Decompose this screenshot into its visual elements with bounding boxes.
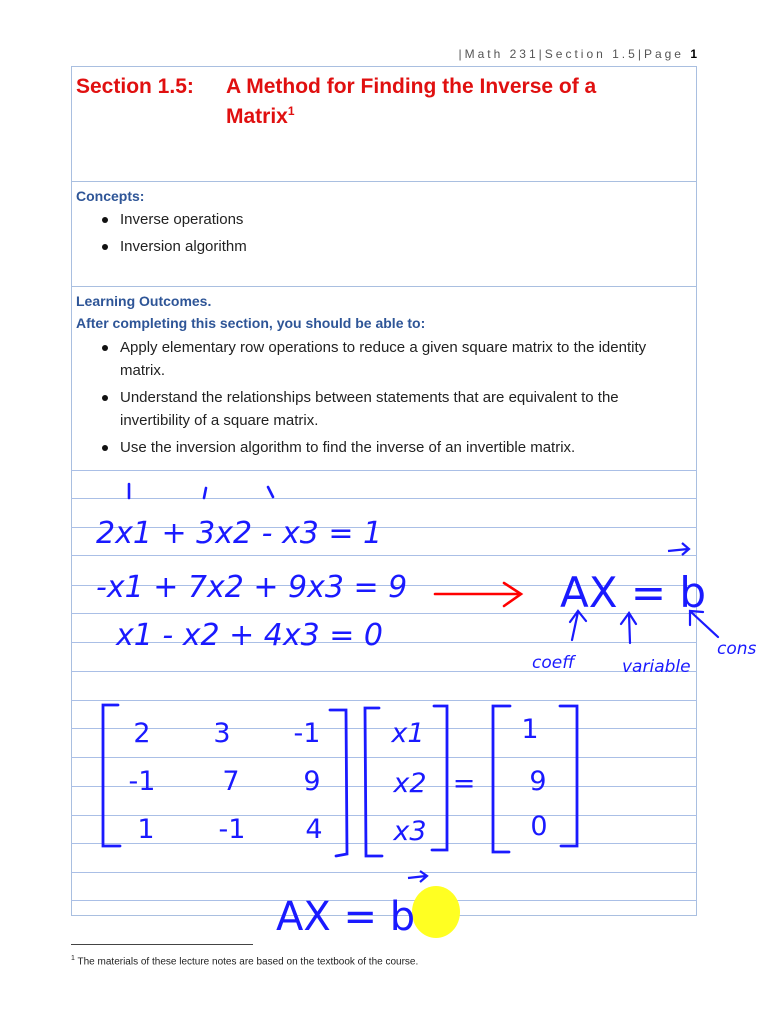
concept-item: Inverse operations: [100, 208, 670, 231]
red-arrow-icon: [435, 583, 521, 606]
final-equation: AX = b: [276, 894, 416, 940]
vector-form-equation: AX = b: [560, 568, 707, 617]
handwritten-equation-1: 2x1 + 3x2 - x3 = 1: [96, 516, 383, 551]
outcome-item: Use the inversion algorithm to find the inverse of an invertible matrix.: [100, 436, 675, 459]
matrix-a-left-bracket: [103, 705, 120, 846]
matrix-a-entry: 1: [137, 814, 155, 845]
vector-arrow-icon: [668, 543, 689, 555]
matrix-a-entry: 7: [222, 766, 240, 797]
outcomes-subheading: After completing this section, you should be able to:: [76, 315, 426, 331]
matrix-a-entry: -1: [128, 766, 156, 797]
vector-b-entry: 9: [529, 766, 547, 797]
vector-b-entry: 1: [521, 714, 539, 745]
matrix-a-right-bracket: [330, 710, 347, 856]
matrix-a-entry: 4: [305, 814, 323, 845]
const-label: cons: [717, 639, 757, 659]
handwritten-equation-2: -x1 + 7x2 + 9x3 = 9: [96, 570, 408, 605]
handwritten-tick: [204, 488, 206, 498]
header-section: Section 1.5: [544, 47, 638, 61]
footnote: [71, 955, 418, 967]
page-header: |Math 231|Section 1.5|Page 1: [458, 47, 697, 61]
footnote-rule: [71, 944, 253, 945]
vector-arrow-icon: [408, 871, 427, 882]
vector-b-right-bracket: [560, 706, 577, 846]
vector-x-right-bracket: [432, 706, 447, 850]
vector-x-entry: x3: [393, 816, 427, 847]
header-course: Math 231: [464, 47, 539, 61]
matrix-a-entry: 2: [133, 718, 151, 749]
vector-x-entry: x2: [393, 768, 427, 799]
highlight-mark: [412, 886, 460, 938]
footnote-marker: 1: [71, 955, 75, 962]
vector-b-entry: 0: [530, 811, 548, 842]
header-page-label: Page: [643, 47, 684, 61]
matrix-a-entry: 3: [213, 718, 231, 749]
outcomes-heading: Learning Outcomes.: [76, 293, 212, 309]
footnote-text: The materials of these lecture notes are based on the textbook of the course.: [77, 956, 419, 968]
title-footnote-ref: 1: [287, 104, 295, 118]
handwritten-equation-3: x1 - x2 + 4x3 = 0: [116, 618, 384, 653]
section-title-label: Section 1.5:: [76, 75, 194, 98]
vector-b-left-bracket: [493, 706, 510, 852]
section-title-main: A Method for Finding the Inverse of a Matrix: [226, 75, 597, 128]
concepts-heading: Concepts:: [76, 188, 145, 204]
variable-label: variable: [622, 657, 691, 677]
handwritten-tick: [268, 487, 273, 497]
outcome-item: Understand the relationships between statements that are equivalent to the invertibility of a square matrix.: [100, 386, 675, 432]
header-page-number: 1: [690, 47, 697, 61]
matrix-a-entry: -1: [293, 718, 321, 749]
vector-x-entry: x1: [391, 718, 425, 749]
vector-x-left-bracket: [365, 708, 382, 856]
matrix-a-entry: -1: [218, 814, 246, 845]
up-arrow-icon: [621, 613, 636, 643]
outcome-item: Apply elementary row operations to reduce a given square matrix to the identity matrix.: [100, 336, 675, 382]
concept-item: Inversion algorithm: [100, 235, 670, 258]
coeff-label: coeff: [532, 653, 575, 673]
matrix-a-entry: 9: [303, 766, 321, 797]
matrix-equals-sign: =: [452, 768, 476, 799]
